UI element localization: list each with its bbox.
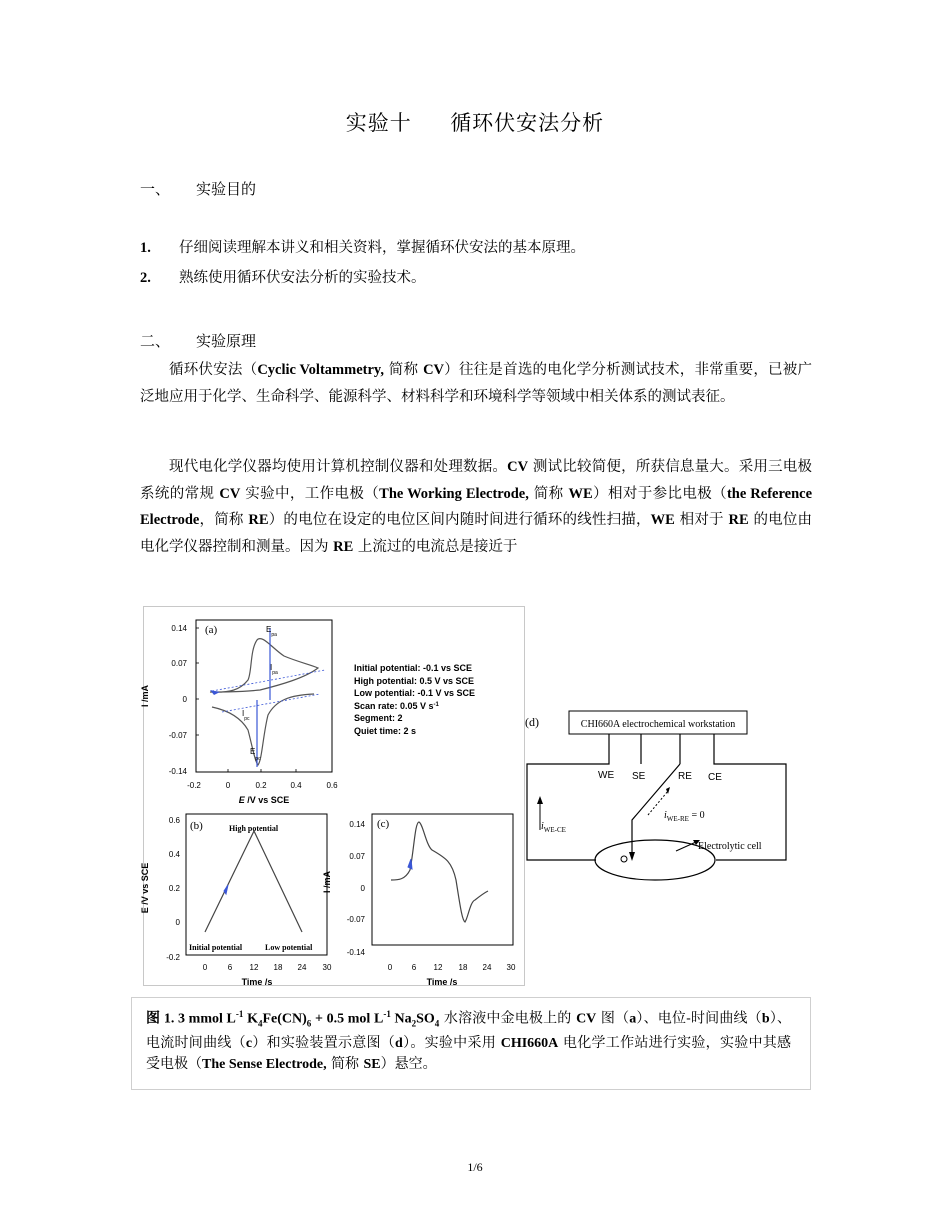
- panel-a-cv: [140, 620, 338, 805]
- b-ytick: 0.4: [168, 850, 180, 859]
- c-xtick: 30: [506, 963, 516, 972]
- we-label: WE: [598, 770, 615, 781]
- c-xtick: 0: [387, 963, 393, 972]
- c-xtick: 18: [458, 963, 468, 972]
- b-initial-label: Initial potential: [189, 943, 243, 952]
- paragraph-cv-intro: 循环伏安法（Cyclic Voltammetry, 简称 CV）往往是首选的电化学分析测试技术，非常重要，已被广泛地应用于化学、生命科学、能源科学、材料科学和环境科学等领域中相关体系的测试表征。: [140, 362, 812, 405]
- item-2-number: 2.: [140, 270, 151, 286]
- item-1-text: 仔细阅读理解本讲义和相关资料，掌握循环伏安法的基本原理。: [179, 240, 585, 256]
- page-number: 1/6: [467, 1160, 483, 1174]
- iwece-label: $i_{WE-CE}$: [541, 821, 566, 834]
- section1-number: 一、: [140, 180, 171, 198]
- title-right: 循环伏安法分析: [450, 111, 605, 135]
- c-ytick: 0.07: [349, 852, 365, 861]
- param-line: Initial potential: -0.1 vs SCE: [354, 663, 473, 673]
- param-line: Scan rate: 0.05 V $s^{-1}$: [354, 701, 439, 711]
- figure-caption: 图 1. 3 mmol $L^{-1}$ $K_4Fe(CN)_6 + 0.5$ mol $L^{-1}$ $Na_2SO_4$ 水溶液中金电极上的 CV 图（a）、电位-时间曲线（b）、电流时间曲线（c）和实验装置示意图（d）。实验中采用 CHI660A 电化学工作站进行实验，实验中其感受电极（The Sense Electrode, 简称 SE）悬空。: [146, 1009, 792, 1073]
- panel-d-label: (d): [525, 715, 539, 729]
- b-ytick: 0.2: [168, 884, 180, 893]
- param-line: High potential: 0.5 V vs SCE: [354, 676, 475, 686]
- panel-d-setup-diagram: [525, 711, 786, 880]
- section2-heading: 实验原理: [196, 332, 257, 350]
- panel-a-label: (a): [205, 624, 218, 636]
- b-xtick: 24: [297, 963, 307, 972]
- re-label: RE: [678, 771, 692, 782]
- b-ytick: -0.2: [166, 953, 180, 962]
- a-ytick: 0.07: [171, 659, 187, 668]
- a-xtick: -0.2: [187, 781, 201, 790]
- b-xtick: 30: [322, 963, 332, 972]
- a-ylabel: I /mA: [140, 684, 150, 708]
- c-ylabel: I /mA: [322, 870, 332, 894]
- a-ytick: 0: [182, 695, 187, 704]
- ipa-label: $I_{pa}$: [270, 663, 278, 676]
- b-ytick: 0.6: [168, 816, 180, 825]
- paragraph-instrument: 现代电化学仪器均使用计算机控制仪器和处理数据。CV 测试比较简便，所获信息量大。采用三电极系统的常规 CV 实验中，工作电极（The Working Electrode, 简称 WE）相对于参比电极（the Reference Electrode，简称 RE）的电位在设定的电位区间内随时间进行循环的线性扫描，WE 相对于 RE 的电位由电化学仪器控制和测量。因为 RE 上流过的电流总是接近于: [140, 459, 813, 555]
- b-ytick: 0: [175, 918, 180, 927]
- epc-label: $E_{pc}$: [250, 747, 261, 762]
- c-xtick: 24: [482, 963, 492, 972]
- item-2-text: 熟练使用循环伏安法分析的实验技术。: [179, 270, 426, 286]
- workstation-label: CHI660A electrochemical workstation: [580, 719, 736, 730]
- se-label: SE: [632, 771, 646, 782]
- a-ytick: -0.14: [168, 767, 187, 776]
- b-xtick: 12: [249, 963, 259, 972]
- c-xlabel: Time /s: [426, 977, 458, 987]
- c-ytick: -0.14: [346, 948, 365, 957]
- iwere-label: $i_{WE-RE} = 0$: [664, 810, 705, 823]
- a-ytick: -0.07: [168, 731, 187, 740]
- section1-heading: 实验目的: [196, 180, 257, 198]
- b-low-label: Low potential: [265, 943, 313, 952]
- c-ytick: 0.14: [349, 820, 365, 829]
- cell-label: Electrolytic cell: [698, 841, 762, 852]
- b-xtick: 18: [273, 963, 283, 972]
- c-xtick: 6: [411, 963, 417, 972]
- a-xtick: 0.2: [255, 781, 267, 790]
- epa-label: $E_{pa}$: [266, 625, 277, 638]
- param-line: Low potential: -0.1 V vs SCE: [354, 688, 476, 698]
- ipc-label: $I_{pc}$: [242, 709, 250, 722]
- b-ylabel: E /V vs SCE: [140, 862, 150, 914]
- panel-c-current-time: [322, 814, 516, 987]
- panel-c-label: (c): [377, 818, 390, 830]
- a-xtick: 0.4: [290, 781, 302, 790]
- ce-label: CE: [708, 772, 722, 783]
- c-xtick: 12: [433, 963, 443, 972]
- b-xtick: 6: [227, 963, 233, 972]
- item-1-number: 1.: [140, 240, 151, 256]
- b-high-label: High potential: [229, 824, 279, 833]
- b-xtick: 0: [202, 963, 208, 972]
- b-xlabel: Time /s: [241, 977, 273, 987]
- experiment-parameters: [354, 663, 475, 736]
- title-left: 实验十: [345, 111, 412, 135]
- a-xtick: 0.6: [326, 781, 338, 790]
- param-line: Quiet time: 2 s: [354, 726, 417, 736]
- section2-number: 二、: [140, 332, 171, 350]
- a-xlabel: E /V vs SCE: [238, 795, 290, 805]
- a-xtick: 0: [225, 781, 231, 790]
- panel-b-potential-time: [140, 814, 332, 987]
- c-ytick: -0.07: [346, 915, 365, 924]
- panel-a-frame: [196, 620, 332, 772]
- c-ytick: 0: [360, 884, 365, 893]
- param-line: Segment: 2: [354, 713, 403, 723]
- a-ytick: 0.14: [171, 624, 187, 633]
- panel-b-label: (b): [190, 820, 203, 832]
